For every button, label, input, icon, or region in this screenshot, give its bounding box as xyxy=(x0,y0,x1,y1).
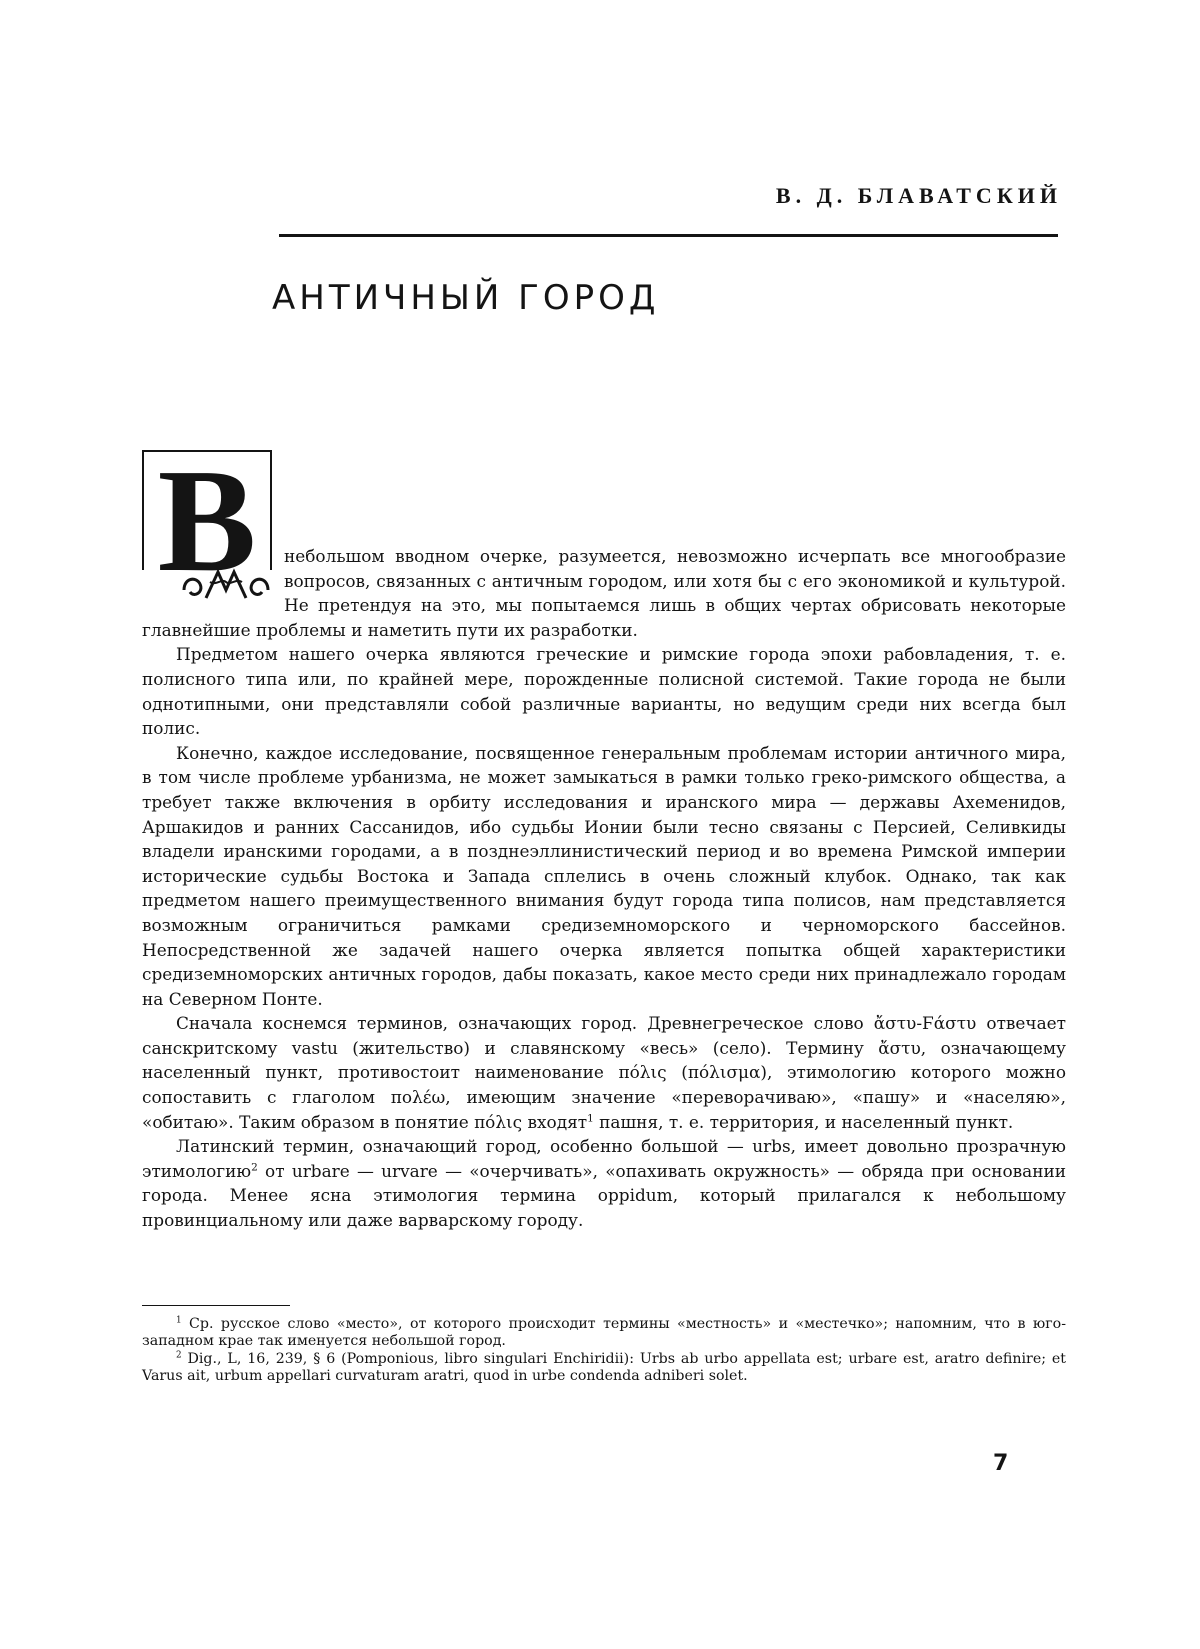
footnote-number: 2 xyxy=(176,1350,182,1361)
paragraph-4-text: Сначала коснемся терминов, означающих город. Древнегреческое слово ἄστυ-Ϝάστυ отвечает санскритскому vastu (жительство) и славянскому «весь» (село). Термину ἄστυ, означающему населенный пункт, противостоит наименование πόλις (πόλισμα), этимологию которого можно сопоставить с глаголом πολέω, имеющим значение «переворачиваю», «пашу» и «населяю», «обитаю». Таким образом в понятие πόλις входят xyxy=(142,1013,1066,1132)
drop-cap-letter: В xyxy=(157,439,257,603)
paragraph-1: небольшом вводном очерке, разумеется, невозможно исчерпать все многообразие вопросов, связанных с античным городом, или хотя бы с его экономикой и культурой. Не претендуя на это, мы попытаемся лишь в общих чертах обрисовать некоторые главнейшие проблемы и наметить пути их разработки. xyxy=(142,546,1066,640)
drop-cap xyxy=(142,439,272,614)
author-name: В. Д. БЛАВАТСКИЙ xyxy=(775,183,1062,208)
paragraph-3: Конечно, каждое исследование, посвященное генеральным проблемам истории античного мира, в том числе проблеме урбанизма, не может замыкаться в рамки только греко-римского общества, а требует также включения в орбиту исследования и иранского мира — державы Ахеменидов, Аршакидов и ранних Сассанидов, ибо судьбы Ионии были тесно связаны с Персией, Селивкиды владели иранскими городами, а в позднеэллинистический период и во времена Римской империи исторические судьбы Востока и Запада сплелись в очень сложный клубок. Однако, так как предметом нашего преимущественного внимания будут города типа полисов, нам представляется возможным ограничиться рамками средиземноморского и черноморского бассейнов. Непосредственной же задачей нашего очерка является попытка общей характеристики средиземноморских античных городов, дабы показать, какое место среди них принадлежало городам на Северном Понте. xyxy=(142,742,1066,1009)
footnote-ref-2[interactable]: 2 xyxy=(251,1161,258,1174)
title-rule xyxy=(279,234,1058,237)
footnote-1 xyxy=(142,1316,1066,1351)
paragraph-5 xyxy=(142,1134,1066,1232)
paragraph-5-text: Латинский термин, означающий город, особенно большой — urbs, имеет довольно прозрачную этимологию xyxy=(142,1136,1066,1181)
footnote-text: Ср. русское слово «место», от которого происходит термины «местность» и «местечко»; напомним, что в юго-западном крае так именуется небольшой город. xyxy=(142,1316,1066,1350)
paragraph-4-text-end: пашня, т. е. территория, и населенный пункт. xyxy=(593,1111,1014,1132)
footnote-2 xyxy=(142,1351,1066,1386)
footnote-ref-1[interactable]: 1 xyxy=(587,1112,594,1125)
footnote-rule xyxy=(142,1305,290,1306)
paragraph-2: Предметом нашего очерка являются греческие и римские города эпохи рабовладения, т. е. полисного типа или, по крайней мере, порожденные полисной системой. Такие города не были однотипными, они представляли собой различные варианты, но ведущим среди них всегда был полис. xyxy=(142,644,1066,739)
ornament-icon xyxy=(180,568,272,604)
article-body xyxy=(142,439,1066,1233)
footnotes xyxy=(142,1316,1066,1386)
paragraph-5-text-end: от urbare — urvare — «очерчивать», «опахивать окружность» — обряда при основании города. Менее ясна этимология термина oppidum, который прилагался к небольшому провинциальному или даже варварскому городу. xyxy=(142,1160,1066,1231)
footnote-text: Dig., L, 16, 239, § 6 (Pomponious, libro singulari Enchiridii): Urbs ab urbo appellata est; urbare est, aratro definire; et Varus ait, urbum appellari curvaturam aratri, quod in urbe condenda adniberi solet. xyxy=(142,1350,1066,1385)
paragraph-4 xyxy=(142,1011,1066,1134)
page-number: 7 xyxy=(993,1451,1009,1476)
article-title: АНТИЧНЫЙ ГОРОД xyxy=(272,278,660,318)
footnote-number: 1 xyxy=(176,1315,182,1326)
